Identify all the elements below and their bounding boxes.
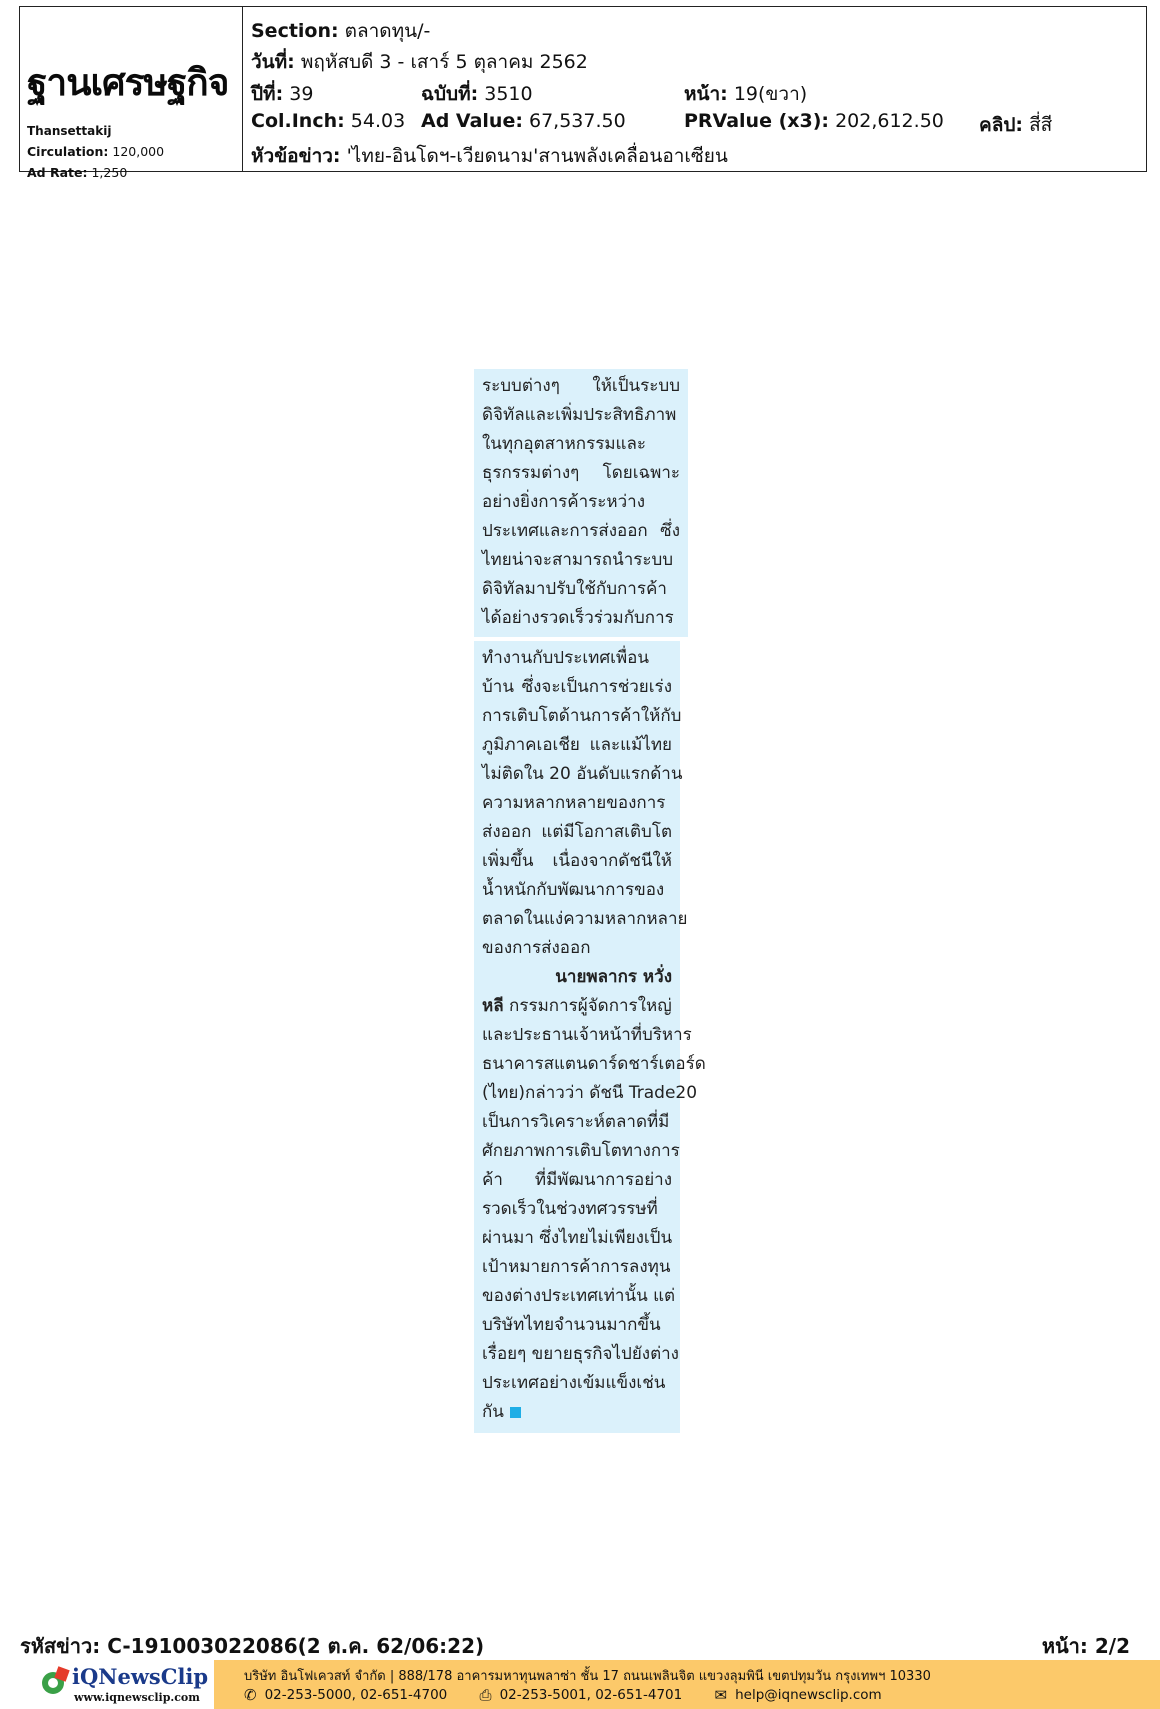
publication-info: [20, 7, 243, 180]
article-line: ไทยน่าจะสามารถนำระบบ: [482, 550, 674, 570]
phone-contact: ✆ 02-253-5000, 02-651-4700: [244, 1686, 448, 1704]
clip-color: คลิป: สี่สี: [979, 114, 1053, 136]
brand-mark-icon: [40, 1666, 70, 1696]
phone-icon: ✆: [244, 1686, 257, 1704]
article-line: เรื่อยๆ ขยายธุรกิจไปยังต่าง: [482, 1344, 679, 1364]
clip-header: [19, 6, 1147, 180]
end-of-article-icon: [510, 1407, 521, 1418]
article-line: เพิ่มขึ้น เนื่องจากดัชนีให้: [482, 851, 672, 871]
article-line: และประธานเจ้าหน้าที่บริหาร: [482, 1025, 692, 1045]
article-line: ความหลากหลายของการ: [482, 793, 666, 813]
brand-url: www.iqnewsclip.com: [74, 1691, 200, 1704]
article-line: ทำงานกับประเทศเพื่อน: [482, 648, 650, 668]
envelope-icon: ✉: [714, 1686, 728, 1704]
year: ปีที่: 39: [251, 83, 314, 105]
article-line: ไม่ติดใน 20 อันดับแรกด้าน: [482, 764, 683, 784]
article-line: ของการส่งออก: [482, 938, 591, 958]
issue-number: ฉบับที่: 3510: [421, 83, 533, 105]
headline: 'ไทย-อินโดฯ-เวียดนาม'สานพลังเคลื่อนอาเซียน: [346, 145, 728, 167]
article-line: ธนาคารสแตนดาร์ดชาร์เตอร์ด: [482, 1054, 706, 1074]
article-line: น้ำหนักกับพัฒนาการของ: [482, 880, 665, 900]
publication-logo: ฐานเศรษฐกิจ: [27, 61, 229, 104]
article-line: ส่งออก แต่มีโอกาสเติบโต: [482, 822, 672, 842]
brand-logo: [40, 1662, 210, 1708]
page-number: หน้า: 19(ขวา): [684, 83, 808, 105]
article-line: ประเทศและการส่งออก ซึ่ง: [482, 521, 680, 541]
pr-value: PRValue (x3): 202,612.50: [684, 110, 944, 132]
article-line: ในทุกอุตสาหกรรมและ: [482, 434, 647, 454]
article-block-1: [474, 369, 688, 637]
article-line: บริษัทไทยจำนวนมากขึ้น: [482, 1315, 661, 1335]
article-column: [474, 369, 706, 1433]
company-address: บริษัท อินโฟเควสท์ จำกัด | 888/178 อาคารมหาทุนพลาซ่า ชั้น 17 ถนนเพลินจิต แขวงลุมพินี เขตปทุมวัน กรุงเทพฯ 10330: [244, 1669, 931, 1684]
article-line: อย่างยิ่งการค้าระหว่าง: [482, 492, 646, 512]
clip-meta: [243, 7, 1146, 171]
article-line: เป็นการวิเคราะห์ตลาดที่มี: [482, 1112, 670, 1132]
ad-rate: Ad Rate: 1,250: [27, 165, 128, 180]
article-line: บ้าน ซึ่งจะเป็นการช่วยเร่ง: [482, 677, 672, 697]
article-line: ธุรกรรมต่างๆ โดยเฉพาะ: [482, 463, 680, 483]
article-block-2: [474, 641, 706, 1433]
article-line: (ไทย)กล่าวว่า ดัชนี Trade20: [482, 1083, 698, 1103]
article-line: ดิจิทัลและเพิ่มประสิทธิภาพ: [482, 405, 677, 425]
article-line: ผ่านมา ซึ่งไทยไม่เพียงเป็น: [482, 1228, 673, 1248]
article-last-line: กัน: [482, 1398, 672, 1427]
article-line: ภูมิภาคเอเชีย และแม้ไทย: [482, 735, 672, 755]
footer-contact-bar: [214, 1660, 1160, 1709]
article-line: ประเทศอย่างเข้มแข็งเช่น: [482, 1373, 666, 1393]
article-line: ตลาดในแง่ความหลากหลาย: [482, 909, 688, 929]
article-line: ศักยภาพการเติบโตทางการ: [482, 1141, 680, 1161]
article-line: รวดเร็วในช่วงทศวรรษที่: [482, 1199, 658, 1219]
date-row: วันที่: พฤหัสบดี 3 - เสาร์ 5 ตุลาคม 2562: [251, 51, 588, 73]
email-contact[interactable]: ✉ help@iqnewsclip.com: [714, 1686, 882, 1704]
article-line: เป้าหมายการค้าการลงทุน: [482, 1257, 671, 1277]
article-line: หลี กรรมการผู้จัดการใหญ่: [482, 996, 672, 1016]
section-row: Section: ตลาดทุน/-: [251, 20, 431, 42]
article-line: ได้อย่างรวดเร็วร่วมกับการ: [482, 608, 674, 628]
news-id: รหัสข่าว: C-191003022086(2 ต.ค. 62/06:22): [20, 1634, 485, 1658]
article-line: ของต่างประเทศเท่านั้น แต่: [482, 1286, 676, 1306]
brand-name: iQNewsClip: [72, 1664, 209, 1689]
contact-row: [244, 1686, 910, 1704]
printer-icon: ⎙: [479, 1686, 492, 1704]
article-line: การเติบโตด้านการค้าให้กับ: [482, 706, 682, 726]
circulation: Circulation: 120,000: [27, 144, 165, 159]
headline-row: หัวข้อข่าว: 'ไทย-อินโดฯ-เวียดนาม'สานพลังเคลื่อนอาเซียน: [251, 145, 728, 167]
publication-name-en: Thansettakij: [27, 124, 112, 138]
ad-value: Ad Value: 67,537.50: [421, 110, 626, 132]
article-line: ค้า ที่มีพัฒนาการอย่าง: [482, 1170, 672, 1190]
page-indicator: หน้า: 2/2: [1041, 1634, 1130, 1658]
article-line: ระบบต่างๆ ให้เป็นระบบ: [482, 376, 680, 396]
article-line: ดิจิทัลมาปรับใช้กับการค้า: [482, 579, 667, 599]
fax-contact: ⎙ 02-253-5001, 02-651-4701: [479, 1686, 683, 1704]
interviewee-name: นายพลากร หวั่ง: [555, 967, 672, 987]
col-inch: Col.Inch: 54.03: [251, 110, 406, 132]
